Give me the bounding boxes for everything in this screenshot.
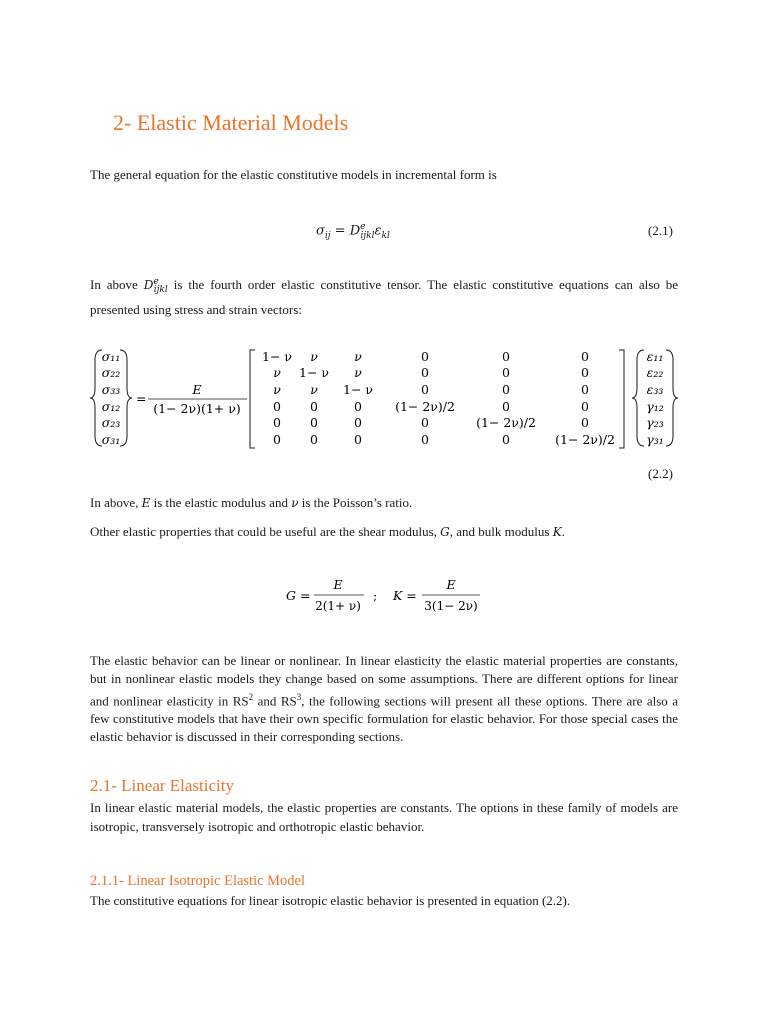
equation-number-2-1: (2.1) <box>648 223 673 238</box>
matrix-cell: 0 <box>421 415 429 430</box>
fraction-numerator: E <box>192 382 202 397</box>
fraction-denominator: (1− 2ν)(1+ ν) <box>153 401 241 416</box>
equals-sign: = <box>136 391 147 406</box>
linear-elasticity-paragraph: In linear elastic material models, the elastic properties are constants. The options in these family of models are isotropic, transversely isotropic and orthotropic elastic behavior. <box>90 800 678 834</box>
matrix-cell: 0 <box>581 365 589 380</box>
strain-right-brace-icon <box>666 350 678 446</box>
stress-component: σ₃₃ <box>101 382 121 397</box>
g-label: G = <box>286 588 311 603</box>
stress-component: σ₂₃ <box>101 415 121 430</box>
matrix-cell: ν <box>354 365 362 380</box>
matrix-cell: 0 <box>581 399 589 414</box>
matrix-cell: 0 <box>310 399 318 414</box>
matrix-cell: ν <box>354 349 362 364</box>
matrix-cell: 0 <box>581 415 589 430</box>
matrix-cell: (1− 2ν)/2 <box>555 432 615 447</box>
strain-component: ε₁₁ <box>646 349 664 364</box>
matrix-cell: 0 <box>273 432 281 447</box>
subsection-heading: 2.1- Linear Elasticity <box>90 776 234 795</box>
strain-component: γ₂₃ <box>646 415 664 430</box>
matrix-cell: (1− 2ν)/2 <box>395 399 455 414</box>
right-brace-icon <box>120 350 132 446</box>
matrix-cell: 0 <box>581 349 589 364</box>
intro-paragraph: The general equation for the elastic constitutive models in incremental form is <box>90 167 497 182</box>
k-label: K = <box>393 588 417 603</box>
other-properties-paragraph: Other elastic properties that could be useful are the shear modulus, G, and bulk modulus K. <box>90 524 565 539</box>
strain-component: ε₃₃ <box>646 382 664 397</box>
matrix-cell: 0 <box>502 365 510 380</box>
k-denominator: 3(1− 2ν) <box>424 599 478 613</box>
matrix-cell: ν <box>273 365 281 380</box>
matrix-cell: 0 <box>502 432 510 447</box>
matrix-cell: 0 <box>273 399 281 414</box>
k-numerator: E <box>446 577 456 592</box>
matrix-cell: 0 <box>310 432 318 447</box>
strain-component: ε₂₂ <box>646 365 664 380</box>
equation-2-1: $\sigma_{ij} = D^e_{ijkl}\varepsilon_{kl}$ <box>316 222 390 241</box>
matrix-cell: 1− ν <box>343 382 373 397</box>
matrix-cell: ν <box>310 349 318 364</box>
tensor-paragraph: In above $D^e_{ijkl}$ is the fourth order elastic constitutive tensor. The elastic constitutive equations can also be presented using stress and strain vectors: <box>90 277 678 318</box>
matrix-cell: 0 <box>421 365 429 380</box>
matrix-cell: 0 <box>581 382 589 397</box>
subsubsection-heading: 2.1.1- Linear Isotropic Elastic Model <box>90 873 306 889</box>
stress-component: σ₃₁ <box>101 432 121 447</box>
matrix-cell: 1− ν <box>262 349 292 364</box>
strain-component: γ₃₁ <box>646 432 664 447</box>
matrix-cell: 0 <box>421 382 429 397</box>
matrix-cell: 0 <box>354 432 362 447</box>
strain-component: γ₁₂ <box>646 399 664 414</box>
matrix-cell: 0 <box>354 415 362 430</box>
matrix-cell: 0 <box>310 415 318 430</box>
g-denominator: 2(1+ ν) <box>315 599 361 613</box>
matrix-cell: 0 <box>273 415 281 430</box>
matrix-left-bracket <box>250 350 255 448</box>
equation-number-2-2: (2.2) <box>648 466 673 481</box>
isotropic-paragraph: The constitutive equations for linear isotropic elastic behavior is presented in equation (2.2). <box>90 893 571 908</box>
matrix-cell: 0 <box>502 349 510 364</box>
modulus-paragraph: In above, E is the elastic modulus and ν is the Poisson’s ratio. <box>90 495 413 510</box>
matrix-cell: 0 <box>502 382 510 397</box>
matrix-cell: ν <box>310 382 318 397</box>
matrix-right-bracket <box>619 350 624 448</box>
stress-component: σ₁₂ <box>101 399 121 414</box>
matrix-cell: ν <box>273 382 281 397</box>
matrix-cell: 0 <box>421 349 429 364</box>
linear-nonlinear-paragraph: The elastic behavior can be linear or nonlinear. In linear elasticity the elastic material properties are constants, but in nonlinear elastic models they change based on some assumptions. There are different options for linear and nonlinear elasticity in $RS^2$ and $RS^3$, the following sections will present all these options. There are also a few constitutive models that have their own specific formulation for elastic behavior. For those special cases the elastic behavior is discussed in their corresponding sections. <box>90 653 678 745</box>
section-heading: 2- Elastic Material Models <box>113 110 349 135</box>
matrix-cell: 0 <box>354 399 362 414</box>
g-numerator: E <box>333 577 343 592</box>
matrix-cell: (1− 2ν)/2 <box>476 415 536 430</box>
stress-component: σ₂₂ <box>101 365 121 380</box>
matrix-cell: 0 <box>421 432 429 447</box>
left-brace-icon <box>90 350 102 446</box>
shear-bulk-equation <box>280 573 490 617</box>
stress-component: σ₁₁ <box>101 349 121 364</box>
strain-left-brace-icon <box>632 350 644 446</box>
separator: ; <box>373 588 378 603</box>
matrix-cell: 0 <box>502 399 510 414</box>
stiffness-matrix-equation <box>90 346 690 450</box>
matrix-cell: 1− ν <box>299 365 329 380</box>
